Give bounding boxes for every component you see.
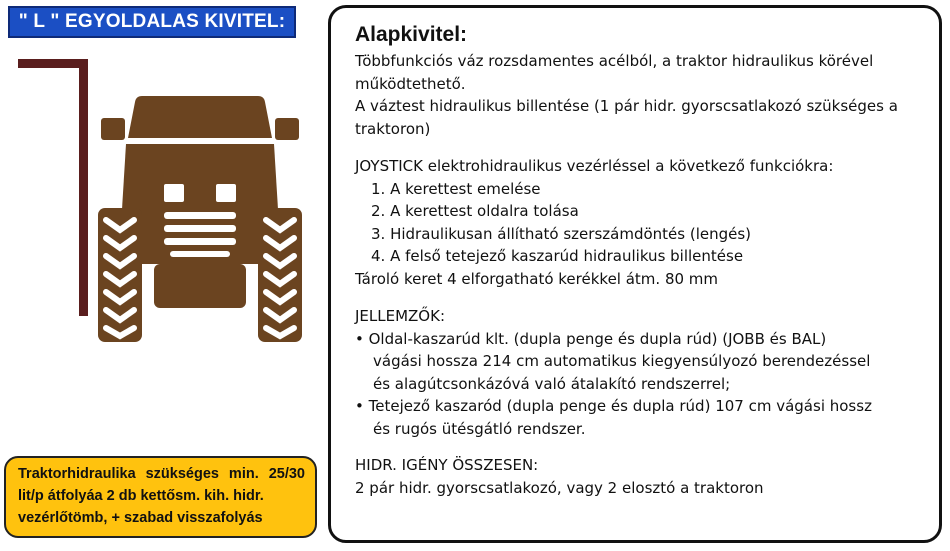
frame-horizontal-bar [18,59,88,68]
tractor-icon [96,92,304,350]
storage-line: Tároló keret 4 elforgatható kerékkel átm. 80 mm [355,269,719,288]
feature-item: • Tetejező kaszaród (dupla penge és dupla rúd) 107 cm vágási hossz [355,397,872,415]
joystick-intro: JOYSTICK elektrohidraulikus vezérléssel a következő funkciókra: [355,157,834,175]
feature-continuation: és rugós ütésgátló rendszer. [373,419,586,438]
hydraulic-text: 2 pár hidr. gyorscsatlakozó, vagy 2 elosztó a traktoron [355,478,764,497]
base-line: működtethető. [355,74,466,93]
note-line: vezérlőtömb, + szabad visszafolyás [18,510,263,526]
feature-continuation: és alagútcsonkázóvá való átalakító rendszerrel; [373,374,731,393]
spec-body [355,50,929,499]
spec-heading: Alapkivitel: [355,23,468,46]
function-item: 4. A felső tetejező kaszarúd hidraulikus billentése [371,247,744,265]
hydraulic-heading: HIDR. IGÉNY ÖSSZESEN: [355,456,539,474]
function-item: 1. A kerettest emelése [371,179,541,198]
function-item: 3. Hidraulikusan állítható szerszámdöntés (lengés) [371,224,752,243]
hydraulic-requirement-note [4,456,317,538]
note-line: lit/p átfolyáa 2 db kettősm. kih. hidr. [18,488,264,504]
base-line: Többfunkciós váz rozsdamentes acélból, a traktor hidraulikus körével [355,52,874,70]
base-line: traktoron) [355,119,431,138]
l-frame-diagram [18,56,98,318]
function-item: 2. A kerettest oldalra tolása [371,202,579,220]
title-badge [8,6,296,38]
title-text: " L " EGYOLDALAS KIVITEL: [18,11,286,32]
features-heading: JELLEMZŐK: [355,307,446,325]
note-line: Traktorhidraulika szükséges min. 25/30 [18,466,305,482]
base-line: A váztest hidraulikus billentése (1 pár hidr. gyorscsatlakozó szükséges a [355,97,898,115]
feature-item: • Oldal-kaszarúd klt. (dupla penge és dupla rúd) (JOBB és BAL) [355,329,827,348]
frame-vertical-bar [79,59,88,316]
feature-continuation: vágási hossza 214 cm automatikus kiegyensúlyozó berendezéssel [373,352,871,370]
spec-panel [328,5,942,543]
